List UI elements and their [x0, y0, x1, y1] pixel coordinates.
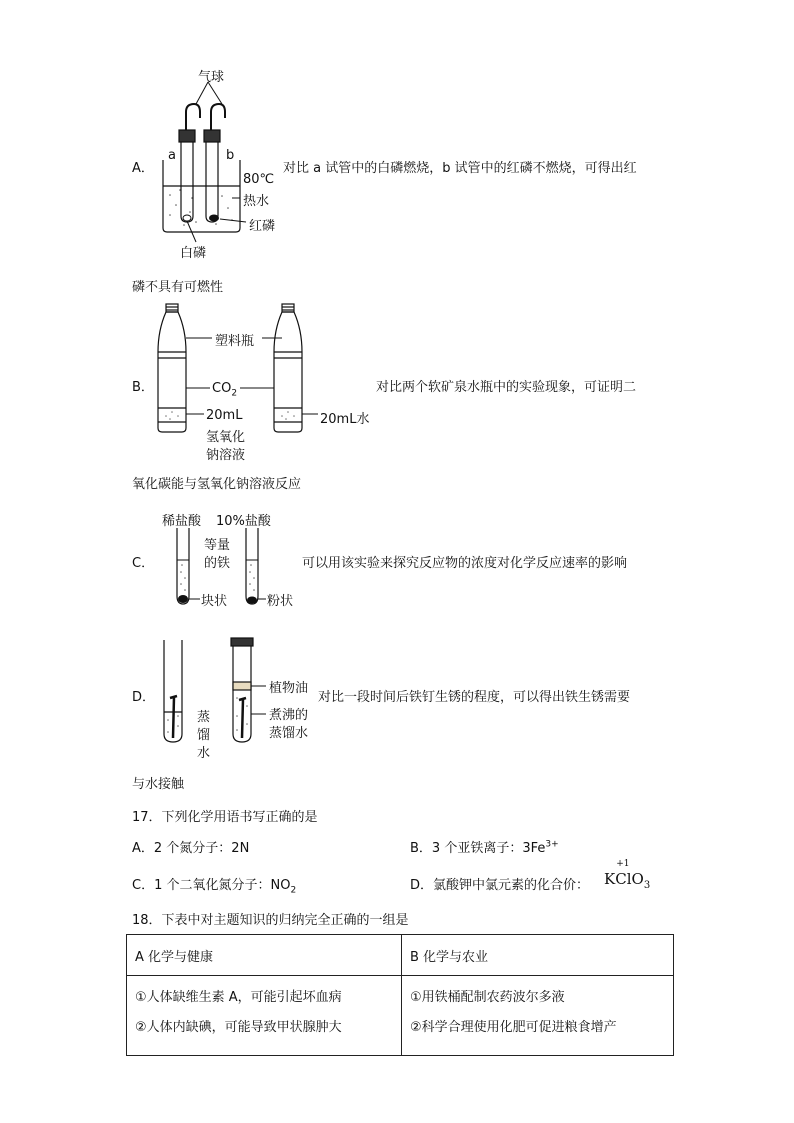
powder-label: 粉状: [267, 594, 294, 609]
equal-iron-label-2: 的铁: [204, 556, 231, 571]
q17-option-b: B．3 个亚铁离子：$3Fe^{3+}$: [410, 839, 559, 856]
option-c-text: 可以用该实验来探究反应物的浓度对化学反应速率的影响: [302, 556, 628, 571]
tube-b-label: b: [226, 148, 235, 163]
table-cell-a: ①人体缺维生素 A，可能引起坏血病 ②人体内缺碘，可能导致甲状腺肿大: [127, 976, 402, 1056]
boiled-water-label-2: 蒸馏水: [269, 726, 309, 741]
table-header-b: B 化学与农业: [402, 935, 674, 976]
distilled-label-3: 水: [197, 746, 211, 761]
temp-label: 80℃: [243, 172, 275, 187]
q18-table: [126, 934, 674, 1056]
hcl-10-label: 10%盐酸: [216, 514, 271, 529]
red-phosphorus-label: 红磷: [249, 219, 276, 234]
q17-option-a: A．2 个氮分子：2N: [132, 841, 250, 856]
white-phosphorus-label: 白磷: [180, 246, 207, 261]
naoh-label-3: 钠溶液: [206, 448, 246, 463]
q17-stem: 17．下列化学用语书写正确的是: [132, 810, 318, 825]
balloon-label: 气球: [198, 70, 225, 85]
lump-label: 块状: [201, 594, 228, 609]
co2-label: $CO_2$: [212, 381, 238, 399]
naoh-label-1: 20mL: [206, 408, 243, 423]
tube-a-label: a: [168, 148, 176, 163]
option-b-continuation: 氧化碳能与氢氧化钠溶液反应: [132, 477, 302, 492]
hot-water-label: 热水: [243, 194, 270, 209]
option-b-letter: B．: [132, 380, 154, 395]
option-b-text: 对比两个软矿泉水瓶中的实验现象，可证明二: [376, 380, 637, 395]
q17-option-d-formula: K +1 ClO$_3$: [604, 859, 651, 891]
bottle-label: 塑料瓶: [215, 334, 255, 349]
iron-nail-2: [239, 698, 246, 738]
q17-option-d: D．氯酸钾中氯元素的化合价：: [410, 878, 590, 893]
distilled-label-1: 蒸: [197, 710, 211, 725]
option-c-letter: C．: [132, 556, 155, 571]
oil-label: 植物油: [269, 681, 309, 696]
boiled-water-label-1: 煮沸的: [269, 708, 309, 723]
naoh-label-2: 氢氧化: [206, 430, 246, 445]
option-d-letter: D．: [132, 690, 156, 705]
distilled-label-2: 馏: [197, 728, 211, 743]
valence-mark: +1: [616, 859, 630, 869]
water-label: 20mL水: [320, 412, 370, 427]
q18-stem: 18．下表中对主题知识的归纳完全正确的一组是: [132, 913, 409, 928]
table-header-a: A 化学与健康: [127, 935, 402, 976]
table-cell-b: ①用铁桶配制农药波尔多液 ②科学合理使用化肥可促进粮食增产: [402, 976, 674, 1056]
dilute-hcl-label: 稀盐酸: [162, 514, 202, 529]
q17-option-c: C．1 个二氧化氮分子：$NO_2$: [132, 878, 297, 896]
option-d-text: 对比一段时间后铁钉生锈的程度，可以得出铁生锈需要: [318, 690, 631, 705]
option-a-letter: A．: [132, 161, 154, 176]
iron-nail-1: [170, 696, 177, 738]
option-a-continuation: 磷不具有可燃性: [132, 280, 224, 295]
option-d-continuation: 与水接触: [132, 777, 185, 792]
equal-iron-label-1: 等量: [204, 538, 231, 553]
option-a-text: 对比 a 试管中的白磷燃烧，b 试管中的红磷不燃烧，可得出红: [283, 161, 637, 176]
